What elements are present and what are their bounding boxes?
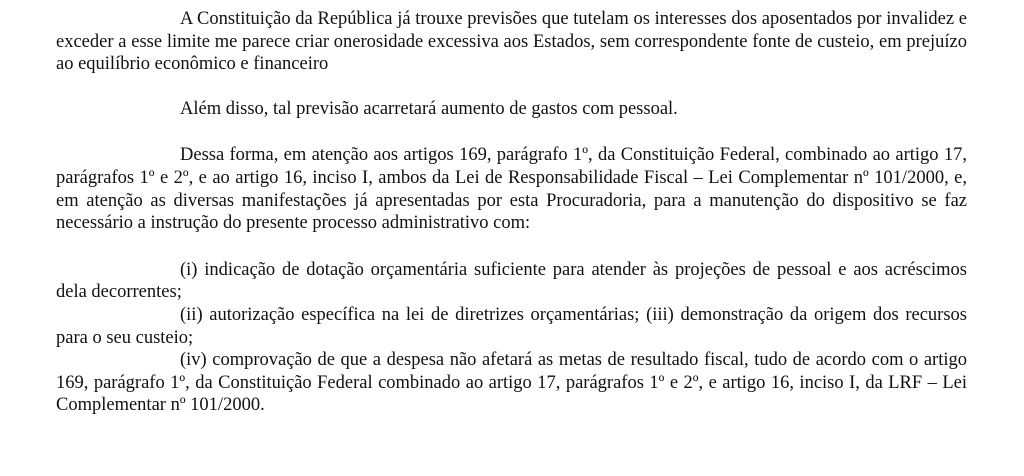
- list-item-authorization: (ii) autorização específica na lei de diretrizes orçamentárias; (iii) demonstração da origem dos recursos para o seu custeio;: [56, 304, 967, 348]
- paragraph-spacer: [56, 120, 967, 144]
- list-item-budget-allocation: (i) indicação de dotação orçamentária suficiente para atender às projeções de pessoal e aos acréscimos dela decorrentes;: [56, 259, 967, 303]
- paragraph-expenses: Além disso, tal previsão acarretará aumento de gastos com pessoal.: [180, 98, 678, 119]
- list-item-fiscal-targets: (iv) comprovação de que a despesa não afetará as metas de resultado fiscal, tudo de acordo com o artigo 169, parágrafo 1º, da Constituição Federal combinado ao artigo 17, parágrafos 1º e 2º, e artigo 16, inciso I, da LRF – Lei Complementar nº 101/2000.: [56, 350, 967, 416]
- paragraph-requirements: Dessa forma, em atenção aos artigos 169, parágrafo 1º, da Constituição Federal, combinado ao artigo 17, parágrafos 1º e 2º, e ao artigo 16, inciso I, ambos da Lei de Responsabilidade Fiscal – Lei Complementar nº 101/2000, e, em atenção as diversas manifestações já apresentadas por esta Procuradoria, para a manutenção do dispositivo se faz necessário a instrução do presente processo administrativo com:: [56, 145, 967, 234]
- paragraph-spacer: [56, 76, 967, 98]
- document-page: [56, 8, 967, 417]
- paragraph-constitution: A Constituição da República já trouxe previsões que tutelam os interesses dos aposentados por invalidez e exceder a esse limite me parece criar onerosidade excessiva aos Estados, sem correspondente fonte de custeio, em prejuízo ao equilíbrio econômico e financeiro: [56, 9, 967, 75]
- paragraph-spacer: [56, 235, 967, 259]
